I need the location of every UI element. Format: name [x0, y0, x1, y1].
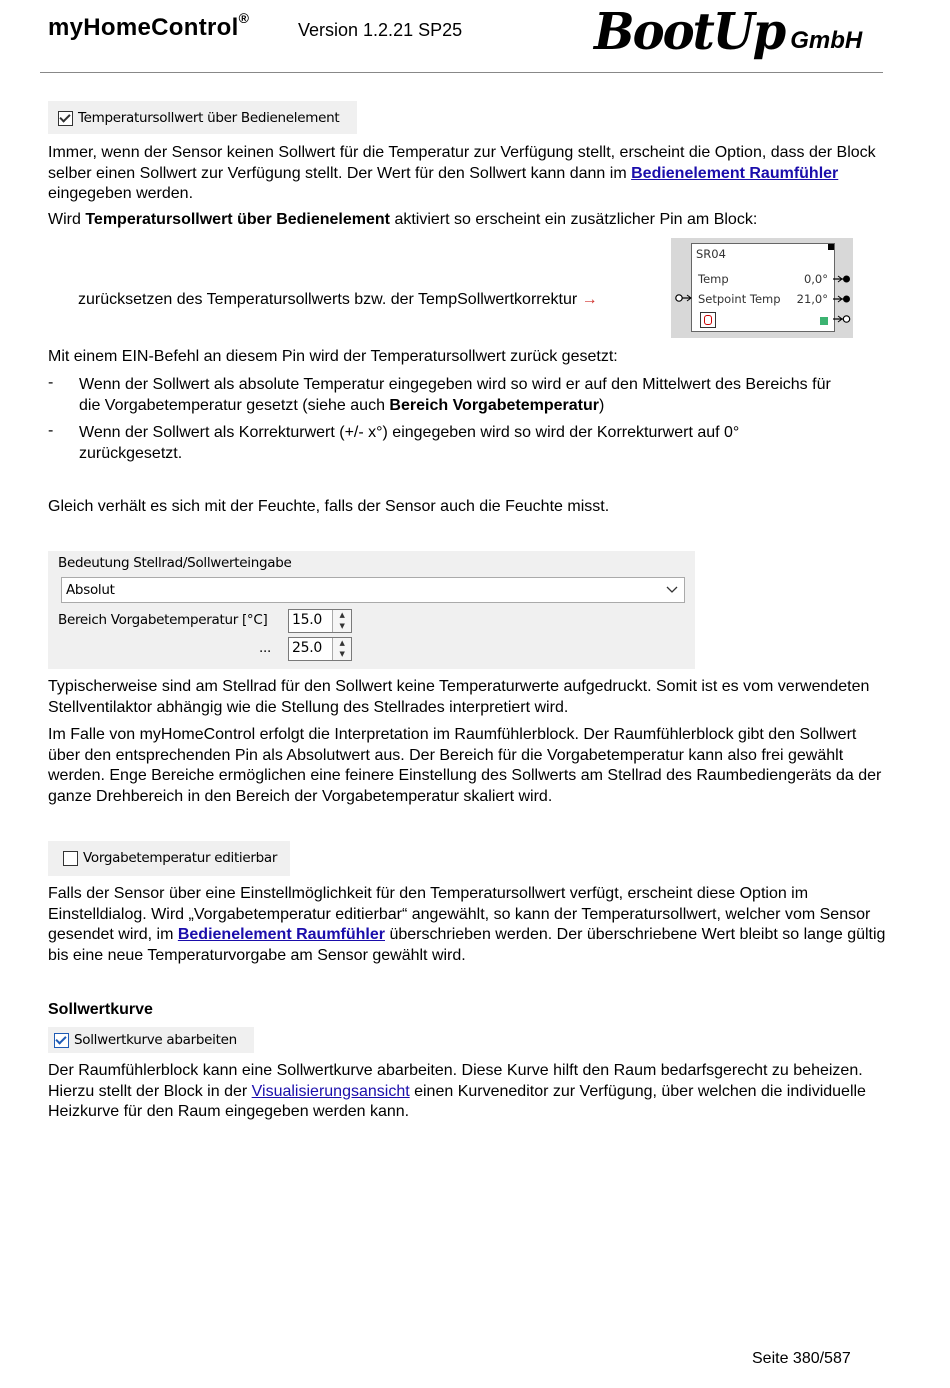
output-pin-icon[interactable]: [833, 274, 851, 284]
range-label: Bereich Vorgabetemperatur [°C]: [58, 612, 268, 628]
block-title: SR04: [696, 247, 726, 261]
input-pin-icon[interactable]: [675, 293, 693, 303]
min-temp-stepper[interactable]: [288, 609, 352, 633]
paragraph-7: Falls der Sensor über eine Einstellmöglichkeit für den Temperatursollwert verfügt, erscheint diese Option im Einstelldialog. Wird „Vorgabetemperatur editierbar“ angewählt, so kann der Temperatursollwert, welcher vom Sensor gesendet wird, im Bedienelement Raumfühler überschrieben werden. Der überschriebene Wert bleibt so lange gültig bis eine neue Temperaturvorgabe am Sensor gewählt wird.: [48, 885, 886, 964]
chevron-down-icon: [666, 586, 678, 594]
paragraph-6: Im Falle von myHomeControl erfolgt die Interpretation im Raumfühlerblock. Der Raumfühlerblock gibt den Sollwert über den entsprechenden Pin als Absolutwert aus. Der Bereich für die Vorgabetemperatur kann also frei gewählt werden. Enge Bereiche ermöglichen eine feinere Einstellung des Sollwerts am Stellrad des Raumbediengeräts da der ganze Drehbereich in den Bereich der Vorgabetemperatur skaliert wird.: [48, 726, 882, 805]
block-row-value: 21,0°: [796, 292, 828, 306]
select-value: Absolut: [66, 582, 115, 598]
reset-pin-description: zurücksetzen des Temperatursollwerts bzw. der TempSollwertkorrektur →: [78, 291, 598, 308]
block-row-value: 0,0°: [803, 272, 828, 286]
temp-setpoint-checkbox-panel: [48, 101, 357, 134]
checkbox-label: Vorgabetemperatur editierbar: [83, 850, 278, 866]
bootup-logo: BootUp GmbH: [594, 2, 863, 62]
checkbox-label: Sollwertkurve abarbeiten: [74, 1032, 237, 1048]
thermometer-icon: [700, 312, 716, 328]
settings-panel: [48, 551, 695, 669]
link-bedienelement-raumfuehler[interactable]: Bedienelement Raumfühler: [631, 164, 839, 182]
temp-setpoint-checkbox[interactable]: [58, 110, 339, 126]
bullet-dash: -: [48, 374, 54, 391]
range-ellipsis: ...: [259, 640, 271, 656]
checkbox-label: Temperatursollwert über Bedienelement: [78, 110, 340, 126]
vorgabe-checkbox-panel: [48, 841, 290, 876]
block-row-label: Setpoint Temp: [698, 292, 781, 306]
header-divider: [40, 72, 883, 73]
version-label: Version 1.2.21 SP25: [298, 20, 463, 40]
bullet-item: Wenn der Sollwert als Korrekturwert (+/- x°) eingegeben wird so wird der Korrekturwert auf 0° zurückgesetzt.: [79, 424, 740, 462]
vorgabe-editable-checkbox[interactable]: [63, 850, 277, 866]
link-bedienelement-raumfuehler[interactable]: Bedienelement Raumfühler: [177, 926, 385, 943]
paragraph-3: Mit einem EIN-Befehl an diesem Pin wird der Temperatursollwert zurück gesetzt:: [48, 348, 618, 365]
paragraph-2: Wird Temperatursollwert über Bedienelement aktiviert so erscheint ein zusätzlicher Pin am Block:: [48, 211, 758, 228]
group-label: Bedeutung Stellrad/Sollwerteingabe: [58, 555, 292, 571]
registered-mark: ®: [238, 10, 250, 26]
arrow-right-icon: →: [581, 291, 598, 308]
sollwertkurve-checkbox[interactable]: [54, 1032, 237, 1048]
paragraph-4: Gleich verhält es sich mit der Feuchte, falls der Sensor auch die Feuchte misst.: [48, 498, 610, 515]
corner-marker-icon: [828, 244, 834, 250]
link-visualisierungsansicht[interactable]: Visualisierungsansicht: [251, 1082, 410, 1100]
paragraph-1: Immer, wenn der Sensor keinen Sollwert für die Temperatur zur Verfügung stellt, erscheint die Option, dass der Block selber einen Sollwert zur Verfügung stellt. Der Wert für den Sollwert kann dann im Bedienelement Raumfühler eingegeben werden.: [48, 144, 876, 202]
page-number: Seite 380/587: [752, 1350, 851, 1367]
checkbox-icon[interactable]: [58, 111, 73, 126]
brand-title: myHomeControl®: [48, 10, 250, 41]
bullet-item: Wenn der Sollwert als absolute Temperatur eingegeben wird so wird er auf den Mittelwert des Bereichs für die Vorgabetemperatur gesetzt (siehe auch Bereich Vorgabetemperatur): [79, 376, 831, 414]
paragraph-5: Typischerweise sind am Stellrad für den Sollwert keine Temperaturwerte aufgedruckt. Somit ist es vom verwendeten Stellventilaktor abhängig wie die Stellung des Stellrades interpretiert wird.: [48, 678, 870, 716]
spin-up-icon[interactable]: ▲: [339, 611, 345, 619]
stepper-value: 15.0: [292, 612, 322, 628]
checkbox-icon[interactable]: [63, 851, 78, 866]
mode-select[interactable]: [61, 577, 685, 603]
output-pin-icon[interactable]: [833, 294, 851, 304]
output-pin-icon[interactable]: [833, 314, 851, 324]
section-title: Sollwertkurve: [48, 1001, 153, 1018]
max-temp-stepper[interactable]: [288, 637, 352, 661]
spin-down-icon[interactable]: ▼: [339, 622, 345, 630]
paragraph-8: Der Raumfühlerblock kann eine Sollwertkurve abarbeiten. Diese Kurve hilft den Raum bedarfsgerecht zu beheizen. Hierzu stellt der Block in der Visualisierungsansicht einen Kurveneditor zur Verfügung, über welchen die individuelle Heizkurve für den Raum eingegeben werden kann.: [48, 1062, 866, 1120]
stepper-value: 25.0: [292, 640, 322, 656]
spin-down-icon[interactable]: ▼: [339, 650, 345, 658]
bullet-dash: -: [48, 422, 54, 439]
checkbox-icon[interactable]: [54, 1033, 69, 1048]
status-indicator-icon: [820, 317, 828, 325]
spin-up-icon[interactable]: ▲: [339, 639, 345, 647]
sr04-block-preview: [671, 238, 853, 338]
block-row-label: Temp: [698, 272, 729, 286]
kurve-checkbox-panel: [48, 1027, 254, 1053]
